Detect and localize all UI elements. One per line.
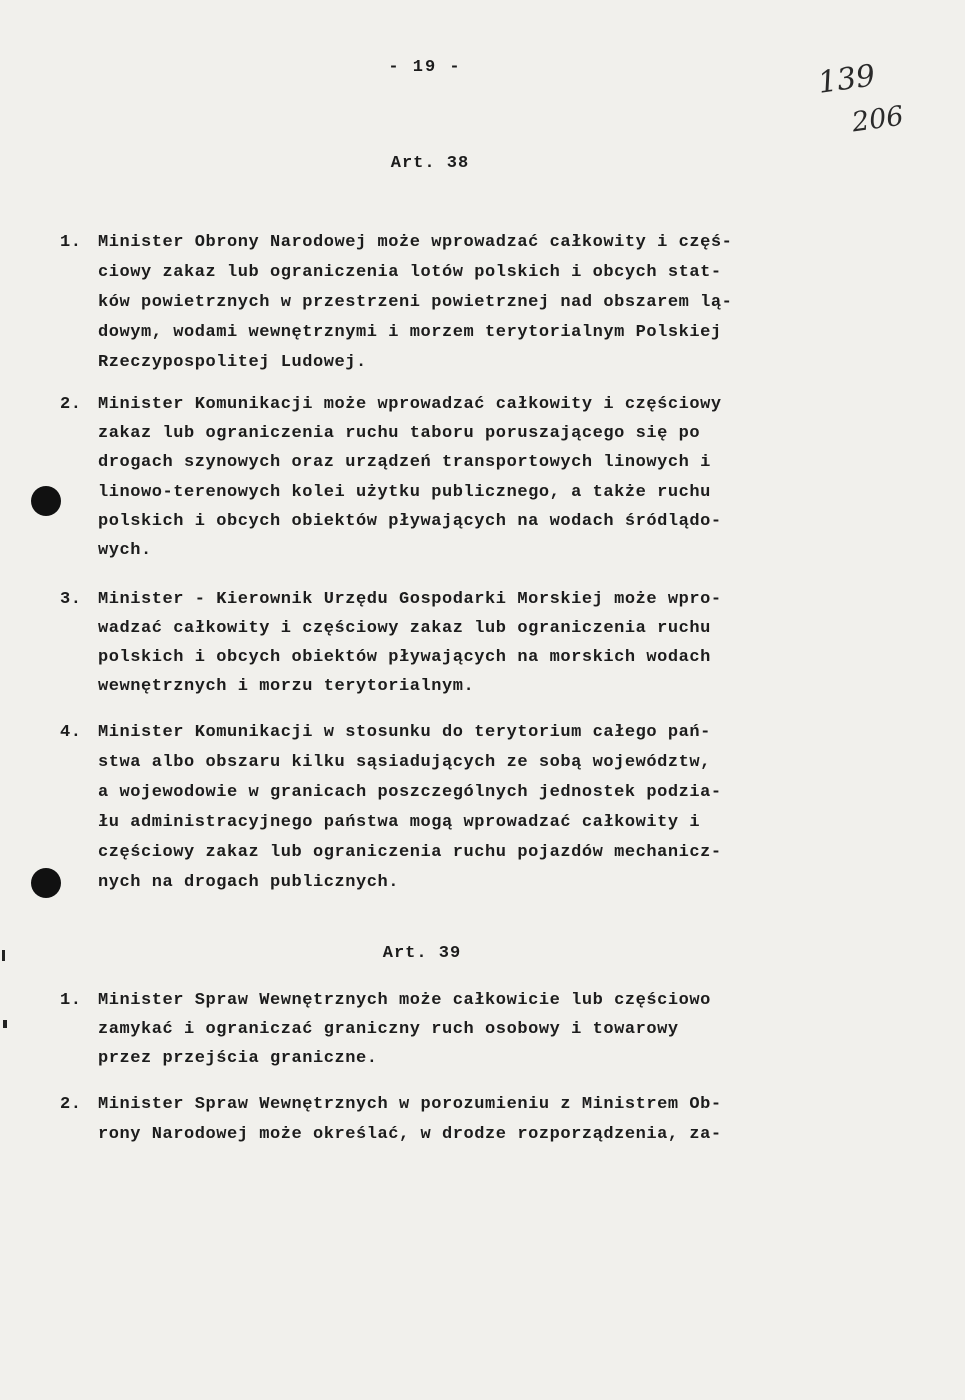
text-line: zamykać i ograniczać graniczny ruch osobowy i towarowy (98, 1020, 679, 1039)
text-line: rony Narodowej może określać, w drodze rozporządzenia, za- (98, 1125, 722, 1144)
text-line: łu administracyjnego państwa mogą wprowadzać całkowity i (98, 813, 701, 832)
text-line: wych. (98, 541, 152, 560)
text-line: a wojewodowie w granicach poszczególnych jednostek podzia- (98, 783, 722, 802)
text-line: dowym, wodami wewnętrznymi i morzem terytorialnym Polskiej (98, 323, 722, 342)
text-line: polskich i obcych obiektów pływających na morskich wodach (98, 648, 711, 667)
text-line: nych na drogach publicznych. (98, 873, 400, 892)
text-line: polskich i obcych obiektów pływających na wodach śródlądo- (98, 512, 722, 531)
page-number: - 19 - (388, 58, 462, 77)
scan-mark (3, 1020, 7, 1028)
text-line: drogach szynowych oraz urządzeń transportowych linowych i (98, 453, 711, 472)
text-line: linowo-terenowych kolei użytku publicznego, a także ruchu (98, 483, 711, 502)
text-line: stwa albo obszaru kilku sąsiadujących ze sobą województw, (98, 753, 711, 772)
scan-mark (2, 950, 5, 961)
text-line: Minister - Kierownik Urzędu Gospodarki Morskiej może wpro- (98, 590, 722, 609)
text-line: wewnętrznych i morzu terytorialnym. (98, 677, 475, 696)
article-heading: Art. 39 (382, 944, 462, 963)
punch-hole-icon (31, 868, 61, 898)
paragraph-number: 3. (60, 590, 82, 609)
handwritten-page-number-bottom: 206 (850, 100, 906, 139)
text-line: Minister Obrony Narodowej może wprowadzać całkowity i częś- (98, 233, 733, 252)
text-line: ków powietrznych w przestrzeni powietrznej nad obszarem lą- (98, 293, 733, 312)
article-heading: Art. 38 (390, 154, 470, 173)
punch-hole-icon (31, 486, 61, 516)
text-line: ciowy zakaz lub ograniczenia lotów polskich i obcych stat- (98, 263, 722, 282)
text-line: wadzać całkowity i częściowy zakaz lub ograniczenia ruchu (98, 619, 711, 638)
text-line: częściowy zakaz lub ograniczenia ruchu pojazdów mechanicz- (98, 843, 722, 862)
text-line: Minister Komunikacji w stosunku do terytorium całego pań- (98, 723, 711, 742)
text-line: przez przejścia graniczne. (98, 1049, 378, 1068)
text-line: Minister Spraw Wewnętrznych może całkowicie lub częściowo (98, 991, 711, 1010)
paragraph-number: 1. (60, 233, 82, 252)
handwritten-page-number-top: 139 (815, 58, 878, 101)
text-line: Rzeczypospolitej Ludowej. (98, 353, 367, 372)
paragraph-number: 1. (60, 991, 82, 1010)
text-line: Minister Spraw Wewnętrznych w porozumieniu z Ministrem Ob- (98, 1095, 722, 1114)
paragraph-number: 2. (60, 395, 82, 414)
paragraph-number: 2. (60, 1095, 82, 1114)
text-line: zakaz lub ograniczenia ruchu taboru poruszającego się po (98, 424, 701, 443)
text-line: Minister Komunikacji może wprowadzać całkowity i częściowy (98, 395, 722, 414)
paragraph-number: 4. (60, 723, 82, 742)
